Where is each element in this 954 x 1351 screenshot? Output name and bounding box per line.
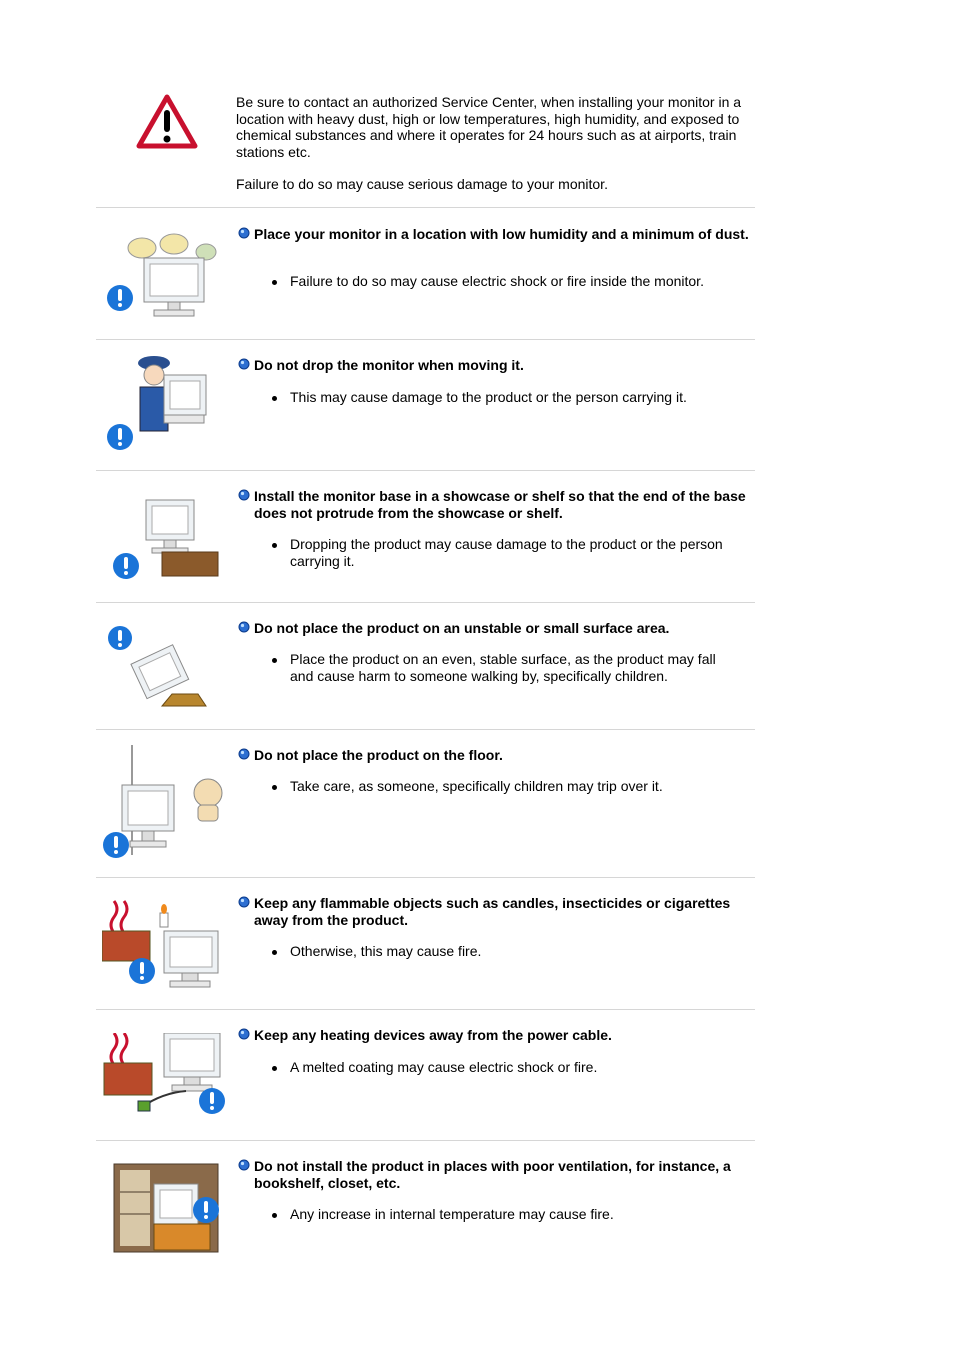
blue-bullet-icon xyxy=(238,748,250,760)
item-detail-text: A melted coating may cause electric shock or fire. xyxy=(290,1059,598,1075)
heater-near-cable-illustration xyxy=(102,1033,232,1119)
item-heading xyxy=(238,1158,753,1191)
item-detail-text: This may cause damage to the product or the person carrying it. xyxy=(290,389,687,405)
divider xyxy=(96,207,755,208)
item-detail-text: Place the product on an even, stable surface, as the product may fall and cause harm to someone walking by, specifically children. xyxy=(290,651,716,684)
item-detail xyxy=(272,1059,742,1076)
item-detail-text: Dropping the product may cause damage to the product or the person carrying it. xyxy=(290,536,723,569)
list-bullet xyxy=(272,950,277,955)
item-title: Keep any flammable objects such as candles, insecticides or cigarettes away from the product. xyxy=(254,895,731,928)
item-heading xyxy=(238,357,753,374)
blue-bullet-icon xyxy=(238,1028,250,1040)
item-detail xyxy=(272,778,742,795)
list-bullet xyxy=(272,1213,277,1218)
divider xyxy=(96,602,755,603)
item-heading xyxy=(238,488,753,521)
monitor-humidity-illustration xyxy=(102,230,232,322)
item-title: Install the monitor base in a showcase or shelf so that the end of the base does not protrude from the showcase or shelf. xyxy=(254,488,746,521)
monitor-falling-illustration xyxy=(102,624,232,712)
divider xyxy=(96,1009,755,1010)
monitor-on-shelf-illustration xyxy=(102,488,232,582)
item-title: Do not place the product on the floor. xyxy=(254,747,503,763)
blue-bullet-icon xyxy=(238,1159,250,1171)
item-detail xyxy=(272,536,742,569)
intro-paragraph: Be sure to contact an authorized Service Center, when installing your monitor in a location with heavy dust, high or low temperatures, high humidity, and exposed to chemical substances and where it operates for 24 hours such as at airports, train stations etc. xyxy=(236,94,742,160)
item-title: Do not install the product in places with poor ventilation, for instance, a bookshelf, closet, etc. xyxy=(254,1158,731,1191)
item-heading xyxy=(238,1027,753,1044)
item-title: Do not drop the monitor when moving it. xyxy=(254,357,524,373)
item-detail-text: Failure to do so may cause electric shock or fire inside the monitor. xyxy=(290,273,704,289)
item-detail xyxy=(272,943,742,960)
intro-paragraph: Failure to do so may cause serious damage to your monitor. xyxy=(236,176,608,192)
item-detail xyxy=(272,651,742,684)
monitor-near-flames-illustration xyxy=(102,893,232,995)
divider xyxy=(96,877,755,878)
blue-bullet-icon xyxy=(238,358,250,370)
item-title: Do not place the product on an unstable or small surface area. xyxy=(254,620,670,636)
monitor-in-bookshelf-illustration xyxy=(102,1160,232,1256)
blue-bullet-icon xyxy=(238,227,250,239)
list-bullet xyxy=(272,396,277,401)
list-bullet xyxy=(272,785,277,790)
item-heading xyxy=(238,747,753,764)
item-heading xyxy=(238,895,753,928)
divider xyxy=(96,339,755,340)
list-bullet xyxy=(272,280,277,285)
divider xyxy=(96,470,755,471)
item-title: Keep any heating devices away from the power cable. xyxy=(254,1027,612,1043)
item-detail-text: Otherwise, this may cause fire. xyxy=(290,943,482,959)
blue-bullet-icon xyxy=(238,621,250,633)
item-title: Place your monitor in a location with low humidity and a minimum of dust. xyxy=(254,226,749,242)
item-detail-text: Any increase in internal temperature may cause fire. xyxy=(290,1206,614,1222)
person-carrying-monitor-illustration xyxy=(102,353,232,453)
list-bullet xyxy=(272,658,277,663)
blue-bullet-icon xyxy=(238,896,250,908)
item-detail xyxy=(272,273,742,290)
divider xyxy=(96,1140,755,1141)
list-bullet xyxy=(272,1066,277,1071)
blue-bullet-icon xyxy=(238,489,250,501)
intro-section xyxy=(96,92,756,198)
warning-triangle-icon xyxy=(136,94,198,150)
item-heading xyxy=(238,620,753,637)
divider xyxy=(96,729,755,730)
item-detail-text: Take care, as someone, specifically children may trip over it. xyxy=(290,778,663,794)
intro-text xyxy=(236,94,756,193)
item-detail xyxy=(272,1206,742,1223)
item-heading xyxy=(238,226,753,243)
list-bullet xyxy=(272,543,277,548)
item-detail xyxy=(272,389,742,406)
monitor-on-floor-illustration xyxy=(102,745,232,861)
